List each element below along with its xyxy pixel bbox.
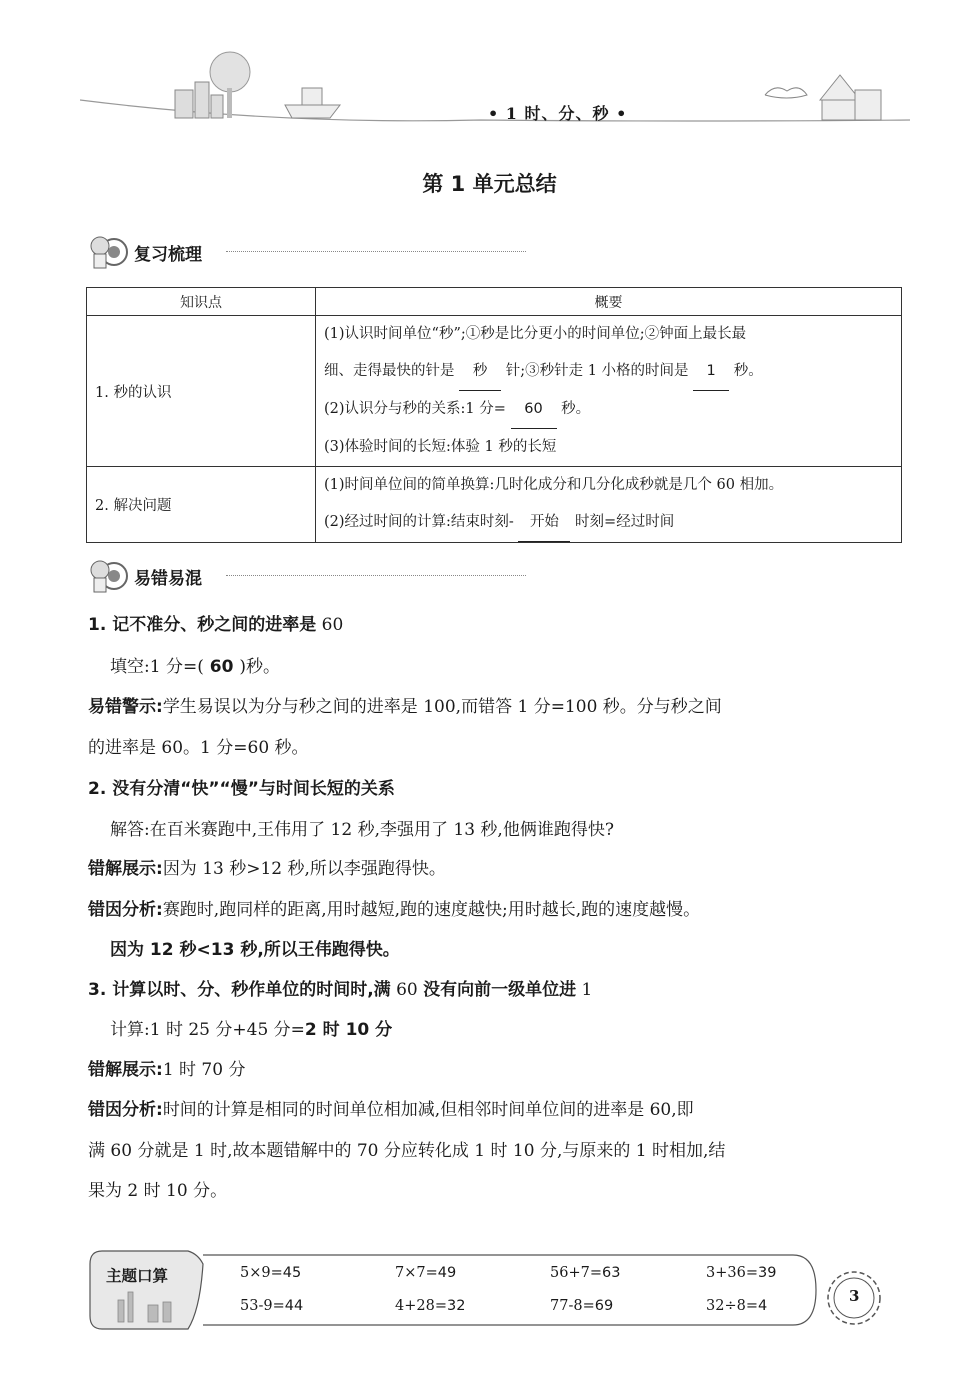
summary-line: (1)时间单位间的简单换算:几时化成分和几分化成秒就是几个 60 相加。 <box>324 477 784 493</box>
question-heading: 3. 计算以时、分、秒作单位的时间时,满 60 没有向前一级单位进 1 <box>88 980 593 1000</box>
section-divider <box>226 251 526 252</box>
question-heading: 2. 没有分清“快”“慢”与时间长短的关系 <box>88 779 395 799</box>
table-row <box>87 316 902 467</box>
summary-line: (1)认识时间单位“秒”;①秒是比分更小的时间单位;②钟面上最长最 <box>324 326 747 342</box>
math-problem: 5×9=45 <box>240 1265 302 1281</box>
answer-blank: 60 <box>511 391 557 429</box>
answer-blank: 1 <box>693 353 729 391</box>
analysis-line: 果为 2 时 10 分。 <box>88 1181 228 1201</box>
answer-blank: 秒 <box>459 353 501 391</box>
math-problem: 77-8=69 <box>550 1298 614 1314</box>
calc-line: 计算:1 时 25 分+45 分=2 时 10 分 <box>110 1020 393 1040</box>
analysis-line: 满 60 分就是 1 时,故本题错解中的 70 分应转化成 1 时 10 分,与原来的 1 时相加,结 <box>88 1141 726 1161</box>
summary-line: (2)经过时间的计算:结束时刻- 开始 时刻=经过时间 <box>324 504 893 542</box>
answer-line <box>110 935 400 960</box>
summary-line: (3)体验时间的长短:体验 1 秒的长短 <box>324 439 557 455</box>
math-problem: 4+28=32 <box>395 1298 466 1314</box>
answer-text: 60 <box>203 657 240 677</box>
summary-cell <box>316 316 902 467</box>
table-row <box>87 467 902 543</box>
math-problem: 7×7=49 <box>395 1265 457 1281</box>
topic-cell: 1. 秒的认识 <box>87 316 316 467</box>
math-problem: 53-9=44 <box>240 1298 304 1314</box>
header-title: • 1 时、分、秒 • <box>488 104 628 123</box>
section-title: 易错易混 <box>134 569 202 589</box>
math-problem: 56+7=63 <box>550 1265 621 1281</box>
table-header: 知识点 <box>87 288 316 316</box>
analysis-line: 错因分析:时间的计算是相同的时间单位相加减,但相邻时间单位间的进率是 60,即 <box>88 1100 694 1120</box>
page-number: 3 <box>849 1287 860 1305</box>
fill-blank-line: 填空:1 分=( 60 )秒。 <box>110 657 280 677</box>
review-section-header <box>86 232 446 272</box>
summary-table <box>86 287 902 543</box>
wrong-solution-line: 错解展示:因为 13 秒>12 秒,所以李强跑得快。 <box>88 859 446 879</box>
analysis-line: 错因分析:赛跑时,跑同样的距离,用时越短,跑的速度越快;用时越长,跑的速度越慢。 <box>88 900 701 920</box>
section-title: 复习梳理 <box>134 245 202 265</box>
warning-line: 易错警示:学生易误以为分与秒之间的进率是 100,而错答 1 分=100 秒。分与秒之间 <box>88 697 722 717</box>
question-heading: 1. 记不准分、秒之间的进率是 60 <box>88 615 344 635</box>
math-problem: 3+36=39 <box>706 1265 777 1281</box>
section-divider <box>226 575 526 576</box>
answer-text: 因为 12 秒<13 秒,所以王伟跑得快。 <box>110 940 400 960</box>
summary-line: (2)认识分与秒的关系:1 分= 60 秒。 <box>324 391 893 429</box>
summary-cell <box>316 467 902 543</box>
question-text: 解答:在百米赛跑中,王伟用了 12 秒,李强用了 13 秒,他俩谁跑得快? <box>110 820 614 840</box>
answer-blank: 开始 <box>518 504 570 542</box>
wrong-solution-line: 错解展示:1 时 70 分 <box>88 1060 246 1080</box>
table-header-row <box>87 288 902 316</box>
student-badge-icon <box>86 556 132 596</box>
math-problem: 32÷8=4 <box>706 1298 768 1314</box>
mistakes-section-header <box>86 556 446 596</box>
warning-line: 的进率是 60。1 分=60 秒。 <box>88 738 309 758</box>
topic-cell: 2. 解决问题 <box>87 467 316 543</box>
student-badge-icon <box>86 232 132 272</box>
table-header: 概要 <box>316 288 902 316</box>
summary-line: 细、走得最快的针是 秒 针;③秒针走 1 小格的时间是 1 秒。 <box>324 353 893 391</box>
footer-label: 主题口算 <box>106 1267 169 1285</box>
page-title: 第 1 单元总结 <box>422 172 557 196</box>
answer-text: 2 时 10 分 <box>304 1020 393 1040</box>
mental-math-box <box>88 1250 818 1330</box>
